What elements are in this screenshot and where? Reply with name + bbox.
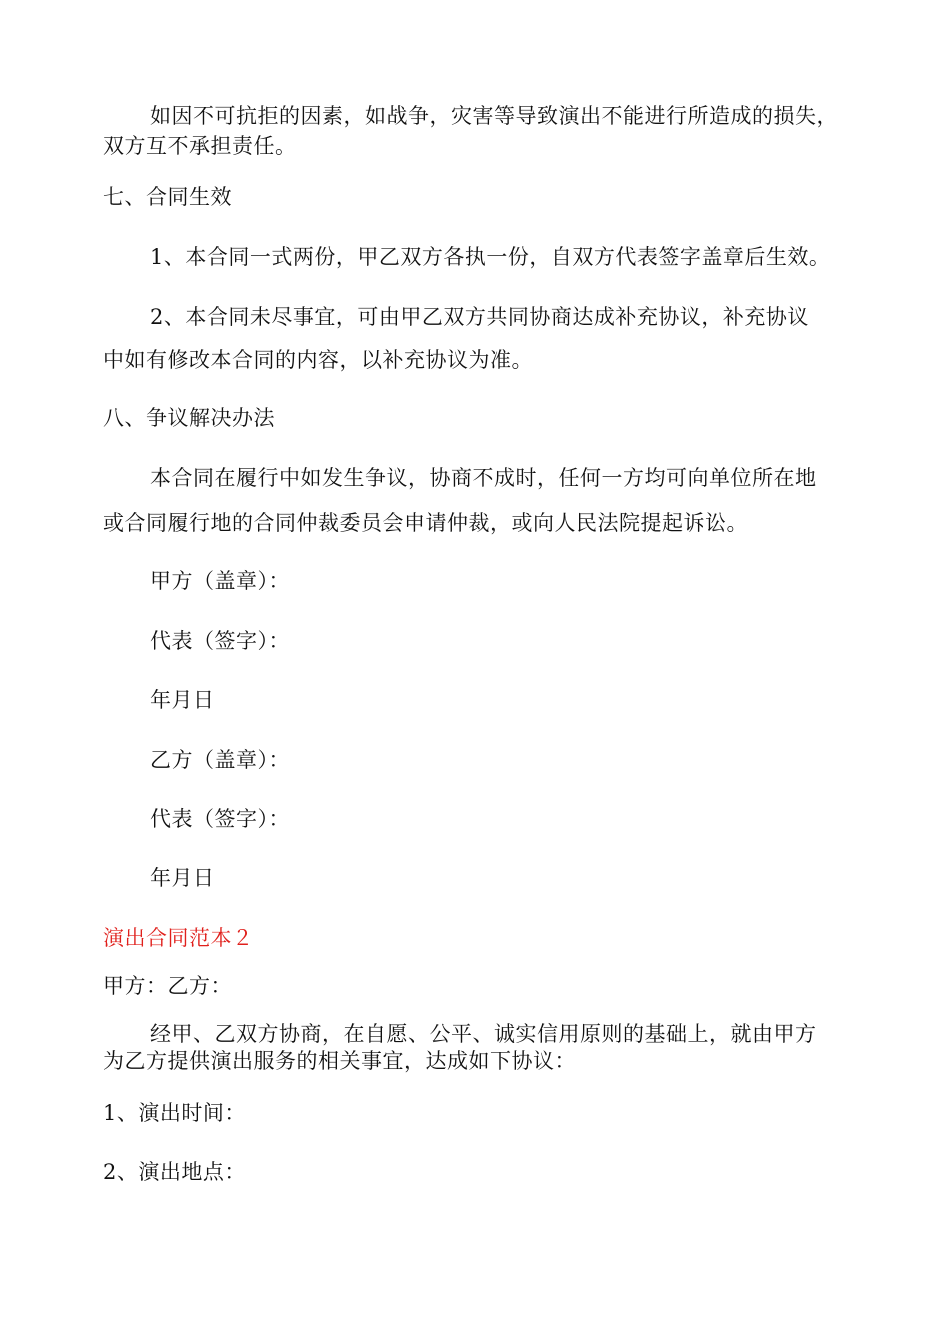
party-b-date-label: 年月日: [150, 866, 215, 890]
party-b-representative-label: 代表（签字）：: [150, 807, 290, 831]
contract-2-item-2: 2、演出地点：: [103, 1160, 246, 1184]
contract-2-parties: 甲方：乙方：: [103, 974, 232, 998]
force-majeure-paragraph-line1: 如因不可抗拒的因素，如战争，灾害等导致演出不能进行所造成的损失，: [150, 104, 838, 128]
dispute-paragraph-line2: 或合同履行地的合同仲裁委员会申请仲裁，或向人民法院提起诉讼。: [103, 511, 748, 535]
effectiveness-item-1: 1、本合同一式两份，甲乙双方各执一份，自双方代表签字盖章后生效。: [150, 245, 831, 269]
effectiveness-item-2-line1: 2、本合同未尽事宜，可由甲乙双方共同协商达成补充协议，补充协议: [150, 305, 809, 329]
force-majeure-paragraph-line2: 双方互不承担责任。: [103, 134, 297, 158]
contract-2-item-1: 1、演出时间：: [103, 1101, 246, 1125]
dispute-paragraph-line1: 本合同在履行中如发生争议，协商不成时，任何一方均可向单位所在地: [150, 466, 817, 490]
contract-2-intro-line1: 经甲、乙双方协商，在自愿、公平、诚实信用原则的基础上，就由甲方: [150, 1022, 817, 1046]
contract-2-title: 演出合同范本２: [103, 926, 254, 950]
party-a-representative-label: 代表（签字）：: [150, 629, 290, 653]
contract-2-intro-line2: 为乙方提供演出服务的相关事宜，达成如下协议：: [103, 1049, 576, 1073]
party-a-seal-label: 甲方（盖章）：: [150, 569, 290, 593]
party-b-seal-label: 乙方（盖章）：: [150, 748, 290, 772]
section-heading-effectiveness: 七、合同生效: [103, 185, 232, 209]
section-heading-dispute: 八、争议解决办法: [103, 406, 275, 430]
effectiveness-item-2-line2: 中如有修改本合同的内容，以补充协议为准。: [103, 348, 533, 372]
party-a-date-label: 年月日: [150, 688, 215, 712]
